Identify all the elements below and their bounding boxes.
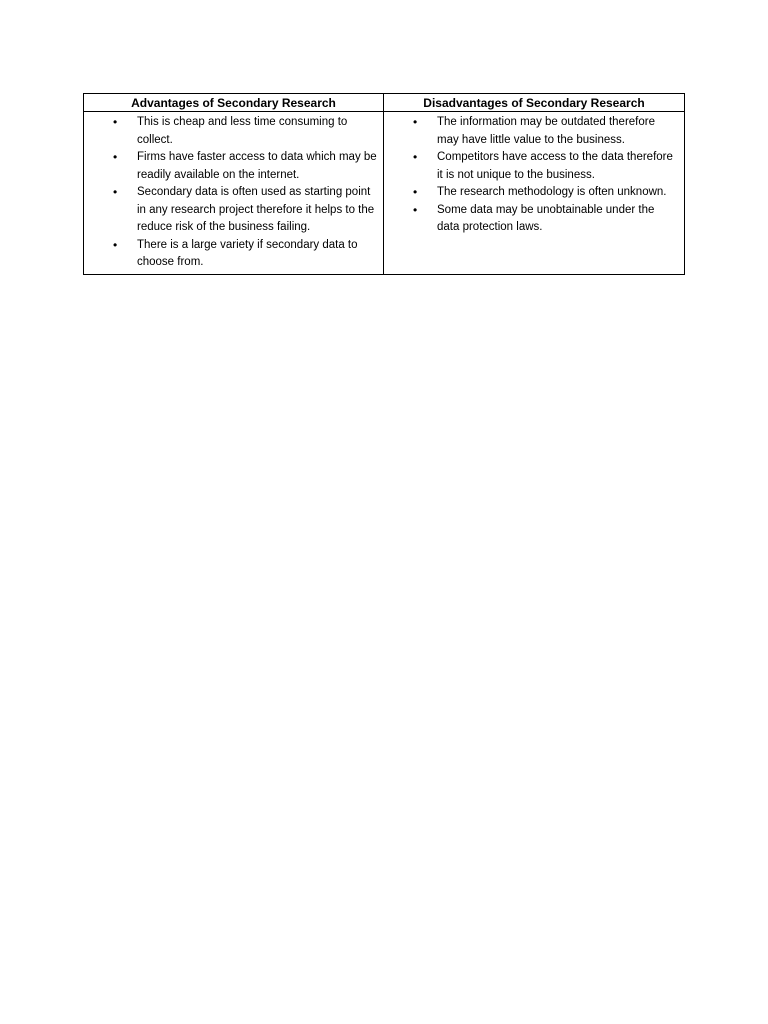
advantage-text: This is cheap and less time consuming to collect. bbox=[137, 116, 348, 146]
disadvantage-text: Some data may be unobtainable under the data protection laws. bbox=[437, 203, 655, 233]
advantage-text: There is a large variety if secondary data to choose from. bbox=[137, 238, 358, 268]
table-body-row bbox=[84, 112, 685, 275]
bullet-icon: • bbox=[413, 115, 418, 129]
disadvantages-header: Disadvantages of Secondary Research bbox=[384, 94, 685, 112]
list-item bbox=[84, 184, 377, 237]
list-item bbox=[384, 184, 678, 202]
list-item bbox=[84, 114, 377, 149]
bullet-icon: • bbox=[113, 237, 118, 252]
disadvantage-text: The research methodology is often unknown. bbox=[437, 186, 667, 198]
bullet-icon: • bbox=[413, 150, 418, 164]
advantage-text: Firms have faster access to data which may be readily available on the internet. bbox=[137, 151, 377, 181]
disadvantages-cell bbox=[384, 112, 685, 275]
list-item bbox=[384, 114, 678, 149]
secondary-research-table bbox=[83, 93, 685, 275]
advantages-list bbox=[84, 114, 377, 272]
list-item bbox=[384, 202, 678, 237]
list-item bbox=[384, 149, 678, 184]
bullet-icon: • bbox=[413, 202, 418, 217]
list-item bbox=[84, 237, 377, 272]
advantages-cell bbox=[84, 112, 384, 275]
disadvantage-text: Competitors have access to the data therefore it is not unique to the business. bbox=[437, 151, 673, 181]
advantage-text: Secondary data is often used as starting point in any research project therefore it helps to the reduce risk of the business failing. bbox=[137, 186, 375, 233]
bullet-icon: • bbox=[113, 115, 118, 129]
advantages-header: Advantages of Secondary Research bbox=[84, 94, 384, 112]
disadvantages-list bbox=[384, 114, 678, 237]
disadvantage-text: The information may be outdated therefore may have little value to the business. bbox=[437, 116, 655, 146]
list-item bbox=[84, 149, 377, 184]
table-header-row bbox=[84, 94, 685, 112]
bullet-icon: • bbox=[113, 185, 118, 199]
bullet-icon: • bbox=[413, 185, 418, 199]
bullet-icon: • bbox=[113, 150, 118, 164]
